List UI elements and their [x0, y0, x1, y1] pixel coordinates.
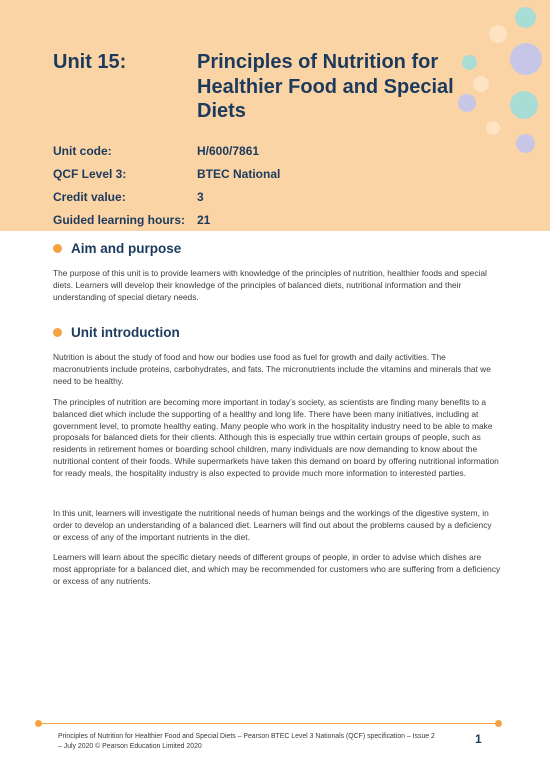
meta-row-credit-value [53, 185, 377, 208]
footer-citation: Principles of Nutrition for Healthier Food and Special Diets – Pearson BTEC Level 3 Nationals (QCF) specification – Issue 2 – July 2020 © Pearson Education Limited 2020 [58, 733, 435, 750]
footer-rule [38, 723, 498, 724]
intro-paragraph: Learners will learn about the specific dietary needs of different groups of people, in order to advise which dishes are most appropriate for a balanced diet, and which may be recommended for customers who are suffering from a deficiency or excess of any nutrients. [53, 552, 501, 586]
meta-value: 21 [197, 212, 211, 227]
meta-row-unit-code [53, 139, 377, 162]
unit-header-band [0, 0, 550, 231]
intro-paragraph: In this unit, learners will investigate the nutritional needs of human beings and the workings of the digestive system, in order to develop an understanding of a balanced diet. Learners will find out about the problems caused by a deficiency or excess of any of the important nutrients in the diet. [53, 508, 492, 542]
meta-row-guided-hours [53, 208, 377, 231]
meta-value: BTEC National [197, 166, 281, 181]
decorative-dot-teal [515, 7, 536, 28]
bullet-icon [53, 328, 62, 337]
meta-key: Unit code: [53, 143, 112, 158]
decorative-dot-teal [510, 91, 538, 119]
meta-key: Guided learning hours: [53, 212, 186, 227]
section-heading-intro [53, 323, 180, 341]
meta-row-qcf-level [53, 162, 377, 185]
aim-paragraph: The purpose of this unit is to provide learners with knowledge of the principles of nutrition, healthier foods and special diets. Learners will develop their knowledge of the principles of balanced diets, nutritional information and their understanding of special dietary needs. [53, 268, 487, 302]
bullet-icon [53, 244, 62, 253]
meta-value: H/600/7861 [197, 143, 260, 158]
unit-title: Principles of Nutrition for Healthier Food and Special Diets [197, 51, 454, 122]
footer-rule-end-dot [35, 720, 42, 727]
footer-rule-end-dot [495, 720, 502, 727]
meta-key: QCF Level 3: [53, 166, 127, 181]
section-title: Unit introduction [71, 324, 180, 340]
decorative-dot-lavender [516, 134, 535, 153]
unit-number: Unit 15: [53, 51, 127, 73]
meta-value: 3 [197, 189, 204, 204]
page-number: 1 [475, 732, 482, 746]
section-heading-aim [53, 239, 181, 257]
decorative-dot-cream [489, 25, 507, 43]
decorative-dot-lavender [510, 43, 542, 75]
unit-meta-table [53, 139, 377, 231]
intro-paragraph: The principles of nutrition are becoming more important in today’s society, as scientists are finding many benefits to a balanced diet which include the supporting of a healthy and long life. There have been many initiatives, including at government level, to promote healthy eating. Many people who work in the hospitality industry need to be able to make proposals for balanced diets for their clients. Although this is especially true within certain groups of people, such as residents in retirement homes or boarding school children, many individuals are now demanding to know about the nutritional content of their foods. While supermarkets have taken this demand on board by offering nutritional information for ready meals, the hospitality industry is also expected to provide much more information to interested parties. [53, 397, 499, 478]
intro-paragraph: Nutrition is about the study of food and how our bodies use food as fuel for growth and daily activities. The macronutrients include proteins, carbohydrates, and fats. The micronutrients include the vitamins and minerals that we need to be healthy. [53, 352, 491, 386]
decorative-dot-cream [473, 76, 489, 92]
meta-key: Credit value: [53, 189, 126, 204]
decorative-dot-cream [486, 121, 500, 135]
section-title: Aim and purpose [71, 240, 182, 256]
